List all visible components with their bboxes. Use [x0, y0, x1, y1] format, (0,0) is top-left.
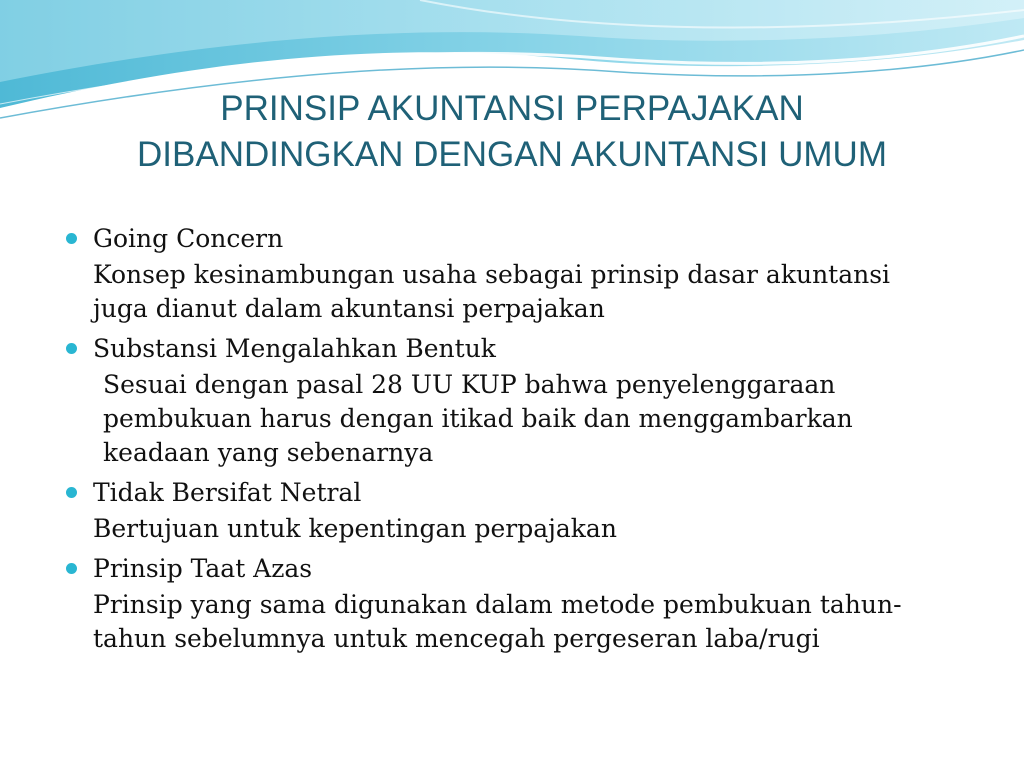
slide-content — [66, 220, 966, 660]
bullet-going-concern — [66, 220, 966, 258]
bullet-prinsip-taat-azas — [66, 550, 966, 588]
bullet-heading: Going Concern — [93, 224, 284, 253]
bullet-detail-going-concern — [66, 258, 966, 326]
bullet-dot-icon — [66, 233, 77, 244]
detail-line: Sesuai dengan pasal 28 UU KUP bahwa penyelenggaraan — [103, 370, 836, 399]
bullet-detail-prinsip-taat-azas — [66, 588, 966, 656]
slide-title — [60, 86, 964, 178]
slide-title-line-1: PRINSIP AKUNTANSI PERPAJAKAN — [220, 89, 804, 128]
detail-line: keadaan yang sebenarnya — [103, 438, 434, 467]
detail-line: juga dianut dalam akuntansi perpajakan — [93, 294, 605, 323]
detail-line: tahun sebelumnya untuk mencegah pergeseran laba/rugi — [93, 624, 820, 653]
bullet-dot-icon — [66, 343, 77, 354]
bullet-heading: Tidak Bersifat Netral — [93, 478, 362, 507]
detail-line: pembukuan harus dengan itikad baik dan menggambarkan — [103, 404, 853, 433]
bullet-heading: Prinsip Taat Azas — [93, 554, 313, 583]
bullet-heading: Substansi Mengalahkan Bentuk — [93, 334, 496, 363]
bullet-detail-substansi — [66, 368, 966, 470]
slide-title-line-2: DIBANDINGKAN DENGAN AKUNTANSI UMUM — [137, 135, 887, 174]
bullet-detail-tidak-bersifat-netral — [66, 512, 966, 546]
detail-line: Prinsip yang sama digunakan dalam metode pembukuan tahun- — [93, 590, 902, 619]
bullet-substansi-mengalahkan-bentuk — [66, 330, 966, 368]
detail-line: Bertujuan untuk kepentingan perpajakan — [93, 514, 617, 543]
detail-line: Konsep kesinambungan usaha sebagai prinsip dasar akuntansi — [93, 260, 891, 289]
bullet-dot-icon — [66, 563, 77, 574]
bullet-dot-icon — [66, 487, 77, 498]
bullet-tidak-bersifat-netral — [66, 474, 966, 512]
